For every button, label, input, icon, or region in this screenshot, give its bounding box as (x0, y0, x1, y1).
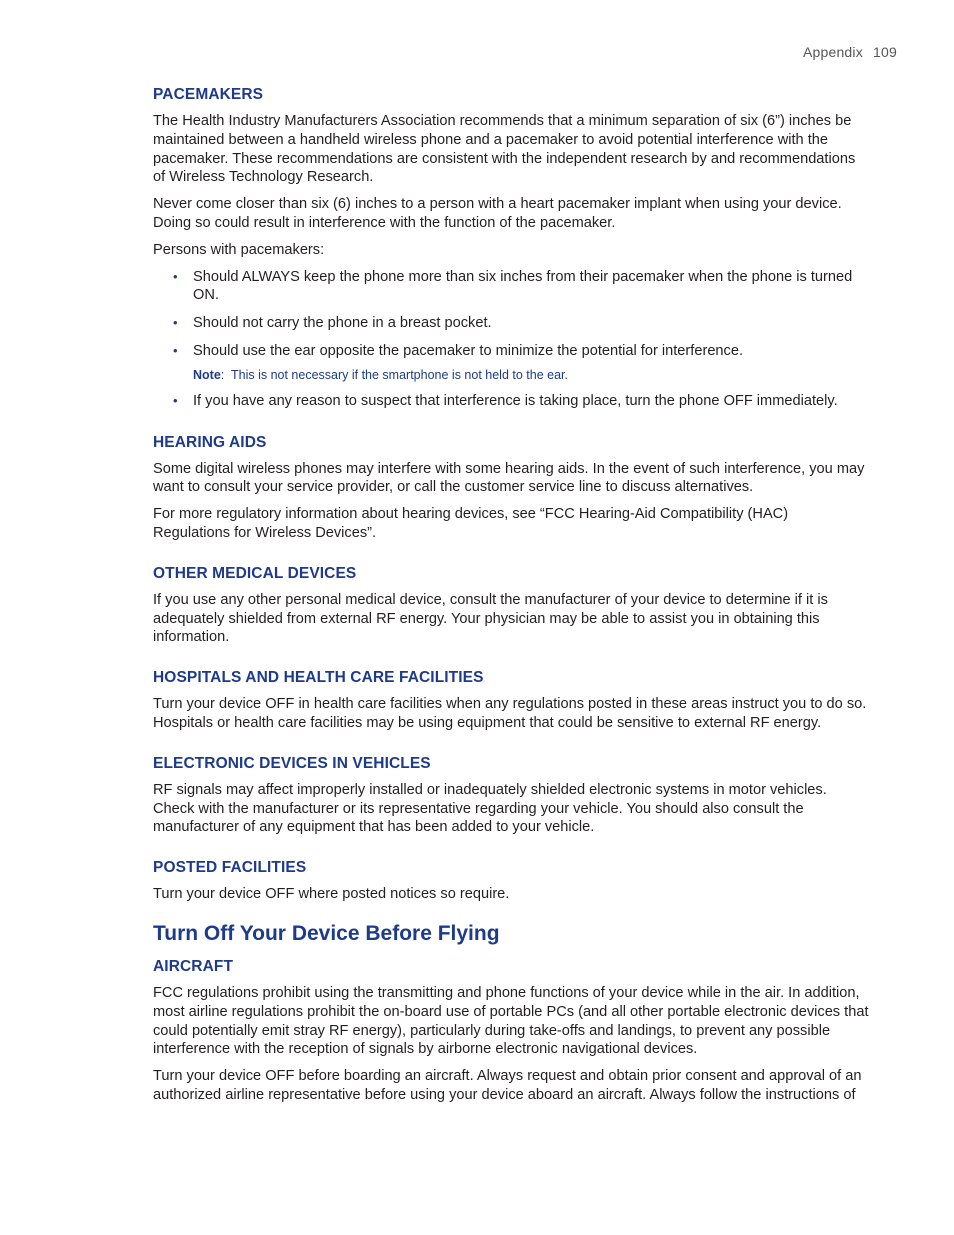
heading-other-medical-devices: OTHER MEDICAL DEVICES (153, 564, 357, 582)
paragraph: Never come closer than six (6) inches to a person with a heart pacemaker implant when using your device. Doing so could result in interference with the function of the pacemaker. (153, 196, 842, 231)
note-label: Note (193, 367, 221, 382)
heading-posted-facilities: POSTED FACILITIES (153, 859, 307, 877)
paragraph: If you use any other personal medical device, consult the manufacturer of your device to determine if it is adequately shielded from external RF energy. Your physician may be able to assist you in obtaining this information. (153, 591, 828, 646)
list-item (153, 314, 869, 333)
heading-electronic-devices-vehicles: ELECTRONIC DEVICES IN VEHICLES (153, 754, 431, 772)
paragraph: Turn your device OFF in health care facilities when any regulations posted in these areas instruct you to do so. Hospitals or health care facilities may be using equipment that could be sensitive to external RF energy. (153, 696, 867, 731)
heading-aircraft: AIRCRAFT (153, 957, 234, 975)
heading-hearing-aids: HEARING AIDS (153, 433, 267, 451)
bullet-icon: • (173, 315, 178, 331)
bullet-icon: • (173, 342, 178, 358)
paragraph: RF signals may affect improperly installed or inadequately shielded electronic systems in motor vehicles. Check with the manufacturer or its representative regarding your vehicle. You should also consult the manufacturer of any equipment that has been added to your vehicle. (153, 781, 827, 836)
list-item (153, 342, 869, 361)
page-number: 109 (873, 44, 897, 60)
note: Note: This is not necessary if the smartphone is not held to the ear. (193, 367, 568, 382)
heading-hospitals: HOSPITALS AND HEALTH CARE FACILITIES (153, 669, 484, 687)
bullet-icon: • (173, 392, 178, 408)
list-item-text: Should not carry the phone in a breast pocket. (193, 315, 492, 332)
paragraph: Some digital wireless phones may interfere with some hearing aids. In the event of such interference, you may want to consult your service provider, or call the customer service line to discuss alternatives. (153, 460, 865, 496)
list-item (153, 268, 869, 306)
paragraph: Turn your device OFF before boarding an aircraft. Always request and obtain prior consent and approval of an authorized airline representative before using your device aboard an aircraft. Always follow the instructions of (153, 1068, 862, 1103)
bullet-icon: • (173, 268, 178, 284)
paragraph: Persons with pacemakers: (153, 241, 325, 258)
pacemaker-bullet-list (153, 268, 869, 361)
note-text: This is not necessary if the smartphone is not held to the ear. (230, 367, 568, 382)
paragraph: Turn your device OFF where posted notices so require. (153, 886, 510, 903)
list-item (153, 392, 869, 411)
heading-pacemakers: PACEMAKERS (153, 86, 264, 103)
paragraph: The Health Industry Manufacturers Association recommends that a minimum separation of six (6”) inches be maintained between a handheld wireless phone and a pacemaker to avoid potential interference with the pacemaker. These recommendations are consistent with the independent research by and recommendations of Wireless Technology Research. (153, 113, 856, 186)
list-item-text: Should use the ear opposite the pacemaker to minimize the potential for interference. (193, 342, 744, 359)
list-item-text: If you have any reason to suspect that interference is taking place, turn the phone OFF immediately. (193, 392, 838, 409)
page-header (803, 44, 897, 60)
paragraph: For more regulatory information about hearing devices, see “FCC Hearing-Aid Compatibility (HAC) Regulations for Wireless Devices”. (153, 506, 789, 541)
page-content (153, 86, 869, 1113)
paragraph: FCC regulations prohibit using the transmitting and phone functions of your device while in the air. In addition, most airline regulations prohibit the on-board use of portable PCs (and all other portable electronic devices that could potentially emit stray RF energy), particularly during take-offs and landings, to prevent any possible interference with the reception of signals by airborne electronic navigational devices. (153, 984, 869, 1058)
header-section-label: Appendix (802, 44, 863, 60)
list-item-text: Should ALWAYS keep the phone more than six inches from their pacemaker when the phone is turned ON. (193, 268, 853, 304)
chapter-title: Turn Off Your Device Before Flying (153, 921, 500, 945)
pacemaker-bullet-list-continued (153, 392, 869, 411)
